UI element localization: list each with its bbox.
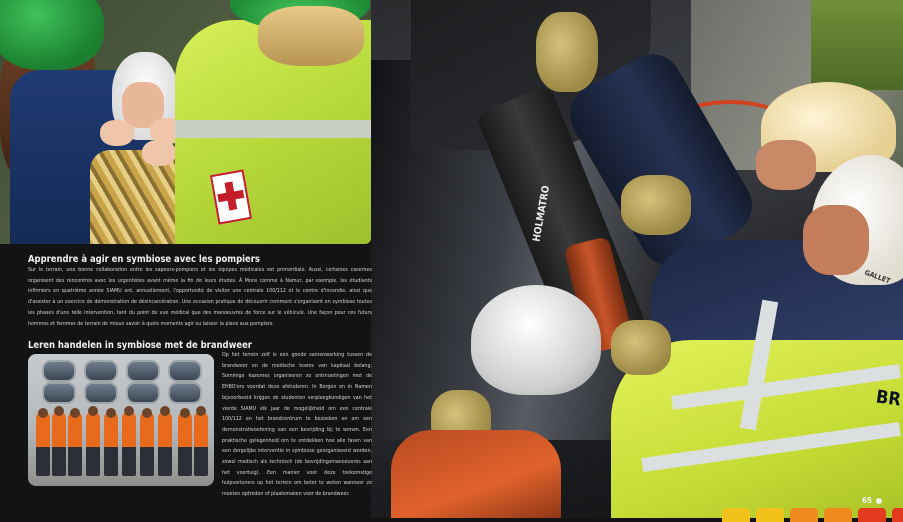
photo-detail-head [160,406,170,416]
photo-detail-person [52,412,66,476]
photo-students-orange-vests [28,354,214,486]
photo-detail-porthole [168,360,202,382]
photo-detail-vest-stripe [175,120,371,138]
photo-detail-head [54,406,64,416]
helmet-brand-label: GALLET [863,268,892,286]
photo-medical-team [0,0,371,244]
photo-firefighters-extrication [371,0,903,518]
photo-detail-glove [536,12,598,92]
body-text-nl: Op het terrein zelf is een goede samenwerking tussen de brandweer en de medische teams van kapitaal belang. Sommige kazernes organiseren zo ontmoetingen met de EHBO'ers voordat deze afstuderen. In Bergen en in Namen bijvoorbeeld krijgen de studenten verpleegkundigen van het vierde SIAMU elk jaar de mogelijkheid om een centrale 100/112 en het brandcentrum te bezoeken en om een demonstratieoefening van een bevrijding bij te wonen. Een praktische gelegenheid om te ontdekken hoe alle fasen van een dergelijke interventie in symbiose georganiseerd worden, zowel medisch als technisch (de bevrijdingsmanoeuvres aan het voertuig). Een manier voor deze toekomstige hulpverleners op het terrein om beter te weten wanneer ze moeten optreden of plaatsmaken voor de brandweer. [222,352,372,498]
photo-detail-porthole [84,360,118,382]
section-tab [790,508,818,522]
body-text-fr: Sur le terrain, une bonne collaboration entre les sapeurs-pompiers et les équipes médicales est primordiale. Aussi, certaines casernes organisent des rencontres avec les urgentistes avant même la fin de leurs études. À Mons comme à Namur, par exemple, les étudiants infirmiers en quatrième année SIAMU ont, annuellement, l'opportunité de visiter une centrale 100/112 et le centre d'incendie, ainsi que d'assister à un exercice de démonstration de désincarcération. Une occasion pratique de découvrir comment s'organisent en symbiose toutes les phases d'une telle intervention, tant du point de vue médical que des manoeuvres de force sur le véhicule. Une façon pour ces futurs hommes et femmes de terrain de mieux savoir à quels moments agir ou laisser la place aux pompiers. [28,267,372,327]
photo-detail-hand [100,120,134,146]
photo-detail-person [194,412,208,476]
photo-detail-porthole [84,382,118,404]
photo-detail-head [142,408,152,418]
photo-detail-grass [811,0,903,90]
photo-detail-helmet-front [471,285,601,395]
section-tab [892,508,903,522]
section-tab [722,508,750,522]
photo-detail-person [104,412,118,476]
photo-detail-firefighter-face-2 [803,205,869,275]
photo-detail-porthole [126,382,160,404]
section-tab [756,508,784,522]
section-title-fr: Apprendre à agir en symbiose avec les pompiers [28,254,260,265]
photo-detail-head [196,406,206,416]
photo-detail-head [88,406,98,416]
photo-detail-green-helmet [0,0,104,70]
page-number: 65 [862,496,873,505]
photo-detail-porthole [42,360,76,382]
photo-detail-head [70,408,80,418]
section-tab [824,508,852,522]
photo-detail-orange-coat [391,430,561,518]
photo-detail-firefighter-face [756,140,816,190]
photo-detail-person [36,412,50,476]
photo-detail-porthole [168,382,202,404]
photo-detail-person [178,412,192,476]
photo-detail-person [140,412,154,476]
photo-detail-porthole [126,360,160,382]
page-marker-icon [876,498,882,504]
photo-detail-porthole [42,382,76,404]
photo-detail-head [38,408,48,418]
photo-detail-hand [142,140,176,166]
coat-lettering: BR [874,386,903,411]
section-tab [858,508,886,522]
section-title-nl: Leren handelen in symbiose met de brandweer [28,340,252,351]
photo-detail-person [122,412,136,476]
photo-detail-head [106,408,116,418]
photo-detail-blonde-hair [258,6,364,66]
photo-detail-person [86,412,100,476]
photo-detail-person [68,412,82,476]
photo-detail-glove [621,175,691,235]
photo-detail-head [124,406,134,416]
photo-detail-person [158,412,172,476]
photo-detail-glove [611,320,671,375]
photo-detail-head [180,408,190,418]
